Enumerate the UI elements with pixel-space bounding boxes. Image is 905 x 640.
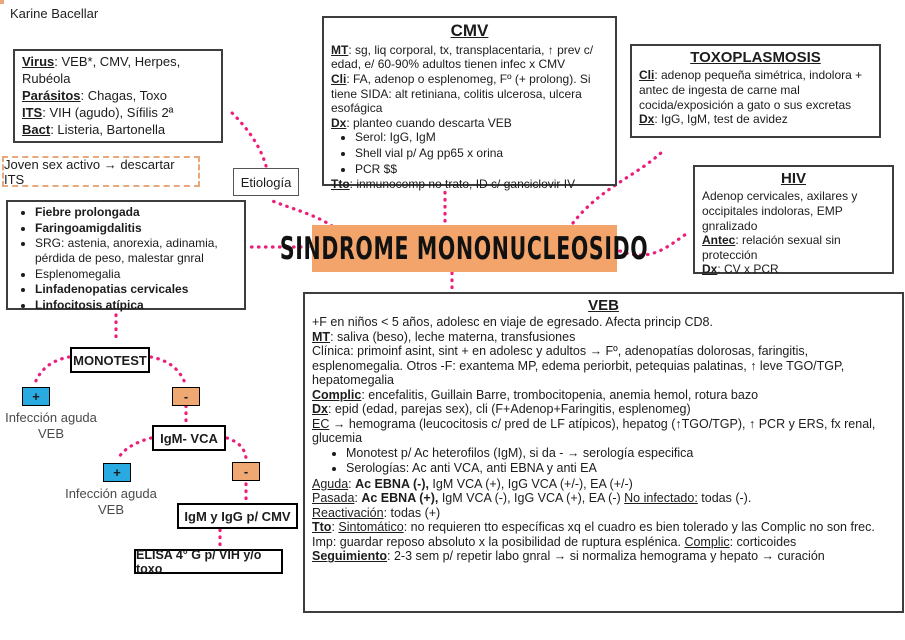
plus-sign: + (32, 389, 40, 404)
veb-mt-line: MT: saliva (beso), leche materna, transfusiones (312, 329, 576, 344)
note-text: Joven sex activo → descartar ITS (4, 156, 175, 187)
hiv-antec-line: Antec: relación sexual sin protección (702, 233, 841, 262)
symptom-srg: • SRG: astenia, anorexia, adinamia, pérdida de peso, malestar gnral (35, 236, 237, 265)
arrow-monotest-to-positive (35, 357, 69, 383)
elisa-node (134, 549, 283, 574)
author-name: Karine Bacellar (10, 6, 99, 21)
etiologic-agents-box (13, 49, 223, 143)
veb-ec-line: EC → hemograma (leucocitosis c/ pred de LF atípicos), hepatog (↑TGO/TGP), ↑ PCR y ERS, fx renal, glucemia (312, 416, 876, 446)
igm-vca-node (152, 425, 226, 451)
veb-reactivation-line: Reactivación: todas (+) (312, 505, 441, 520)
monotest-node (70, 347, 150, 373)
page-title: SINDROME MONONUCLEOSIDO (280, 230, 649, 267)
elisa-label: ELISA 4° G p/ VIH y/o toxo (136, 547, 262, 576)
cmv-bullet-pcr: • PCR $$ (355, 162, 608, 177)
veb-box (303, 292, 904, 613)
veb-acute-line: Aguda: Ac EBNA (-), IgM VCA (+), IgG VCA (+/-), EA (+/-) (312, 476, 633, 491)
symptom-lymphadenopathy: • Linfadenopatias cervicales (35, 282, 237, 297)
veb-epi-line: +F en niños < 5 años, adolesc en viaje de egresado. Afecta princip CD8. (312, 315, 713, 330)
veb-bullet-serologies: • Serologías: Ac anti VCA, anti EBNA y anti EA (346, 461, 895, 476)
monotest-negative-node (172, 387, 200, 406)
symptoms-box (6, 200, 246, 310)
agents-its-line: ITS: VIH (agudo), Sífilis 2ª (22, 104, 174, 120)
veb-dx-line: Dx: epid (edad, parejas sex), cli (F+Adenop+Faringitis, esplenomeg) (312, 402, 691, 417)
arrow-etiologia-to-agents (228, 109, 266, 166)
symptom-splenomegaly: • Esplenomegalia (35, 267, 237, 282)
arrow-igmvca-to-positive (118, 438, 151, 459)
symptom-lymphocytosis: • Linfocitosis atípica (35, 298, 237, 313)
etiologia-node (233, 168, 299, 196)
plus-sign: + (113, 465, 121, 480)
title-banner (280, 225, 649, 272)
igm-vca-label: IgM- VCA (160, 430, 218, 446)
minus-sign: - (183, 389, 189, 404)
acute-veb-result-1: Infección aguda VEB (5, 410, 97, 442)
cmv-dx-line: Dx: planteo cuando descarta VEB (331, 115, 512, 130)
veb-complic-line: Complic: encefalitis, Guillain Barre, trombocitopenia, anemia hemol, rotura bazo (312, 387, 759, 402)
cmv-title: CMV (450, 21, 489, 40)
agents-parasites-line: Parásitos: Chagas, Toxo (22, 87, 168, 103)
acute-veb-result-2: Infección aguda VEB (65, 486, 157, 518)
hiv-box (693, 165, 894, 277)
veb-clinic-line: Clínica: primoinf asint, sint + en adolesc y adultos → Fº, adenopatías dolorosas, faringitis, esplenomegalia. Otros -F: exantema MP, edema periorbit, petequias palatinas, ↑ leve TGO/TGP, hepatomegalia (312, 344, 845, 388)
veb-followup-line: Seguimiento: 2-3 sem p/ repetir labo gnral → si normaliza hemograma y hepato → curación (312, 549, 825, 564)
toxo-cli-line: Cli: adenop pequeña simétrica, indolora + antec de ingesta de carne mal cocida/exposición a gato o sus excretas (639, 68, 863, 112)
etiologia-label: Etiología (240, 174, 292, 190)
toxo-title: TOXOPLASMOSIS (690, 49, 821, 66)
cmv-mt-line: MT: sg, liq corporal, tx, transplacentaria, ↑ prev c/ edad, e/ 60-90% adultos tienen infec x CMV (331, 42, 594, 72)
toxo-dx-line: Dx: IgG, IgM, test de avidez (639, 112, 788, 127)
cmv-bullet-serol: • Serol: IgG, IgM (355, 130, 608, 145)
agents-virus-line: Virus: VEB*, CMV, Herpes, Rubéola (22, 54, 181, 86)
hiv-clinical-line: Adenop cervicales, axilares y occipitales indoloras, EMP gnralizado (702, 189, 858, 233)
arrow-monotest-to-negative (151, 357, 185, 383)
agents-bact-line: Bact: Listeria, Bartonella (22, 121, 166, 137)
arrow-igmvca-to-negative (227, 438, 246, 458)
monotest-positive-node (22, 387, 50, 406)
arrow-title-to-etiologia (270, 200, 332, 226)
monotest-label: MONOTEST (73, 352, 147, 368)
hiv-dx-line: Dx: CV x PCR (702, 262, 779, 277)
veb-title: VEB (588, 297, 619, 314)
igm-vca-positive-node (103, 463, 131, 482)
symptom-pharyngitis: • Faringoamigdalitis (35, 221, 237, 236)
cmv-bullet-shell-vial: • Shell vial p/ Ag pp65 x orina (355, 146, 608, 161)
veb-past-line: Pasada: Ac EBNA (+), IgM VCA (-), IgG VCA (+), EA (-) No infectado: todas (-). (312, 491, 752, 506)
veb-bullet-monotest: • Monotest p/ Ac heterofilos (IgM), si da - → serología especifica (346, 446, 895, 461)
igm-igg-cmv-label: IgM y IgG p/ CMV (184, 508, 291, 524)
toxoplasmosis-box (630, 44, 881, 138)
veb-tto-line: Tto: Sintomático: no requieren tto específicas xq el cuadro es bien tolerado y las Complic no son frec. Imp: guardar reposo absoluto x la posibilidad de ruptura esplénica. Complic: corticoides (312, 520, 875, 549)
note-box (2, 156, 200, 187)
igm-igg-cmv-node (177, 503, 298, 529)
cmv-box (322, 16, 617, 192)
cmv-cli-line: Cli: FA, adenop o esplenomeg, Fº (+ prolong). Si tiene SIDA: alt retiniana, colitis ulcerosa, ulcera esofágica (331, 71, 591, 116)
minus-sign: - (243, 464, 249, 479)
symptom-fever: • Fiebre prolongada (35, 205, 237, 220)
cmv-tto-line: Tto: inmunocomp no trato, ID c/ ganciclovir IV (331, 177, 576, 192)
igm-vca-negative-node (232, 462, 260, 481)
hiv-title: HIV (780, 170, 806, 187)
